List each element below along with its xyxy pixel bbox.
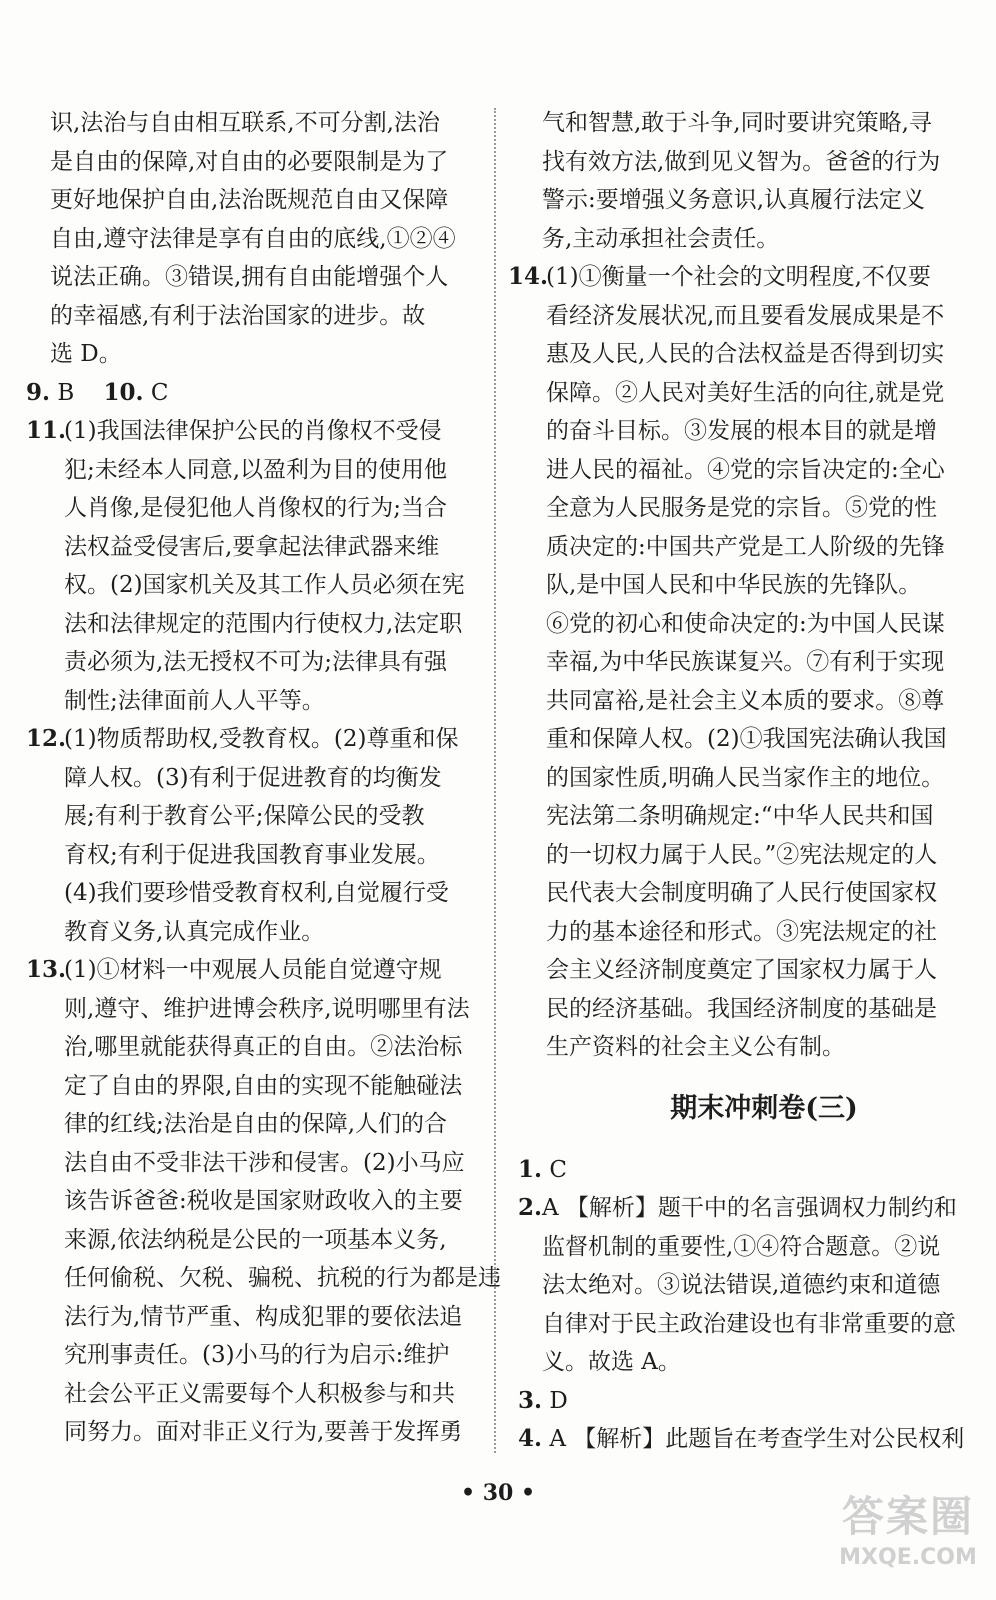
text-line: 气和智慧,敢于斗争,同时要讲究策略,寻 <box>542 110 932 136</box>
text-line: 的国家性质,明确人民当家作主的地位。 <box>546 764 945 791</box>
text-line: 识,法治与自由相互联系,不可分割,法治 <box>50 110 440 136</box>
q8-continued <box>26 104 478 374</box>
text-line: 制性;法律面前人人平等。 <box>64 687 325 714</box>
text-line: 来源,依法纳税是公民的一项基本义务, <box>64 1226 447 1253</box>
text-line: 是自由的保障,对自由的必要限制是为了 <box>50 148 449 175</box>
section-title: 期末冲刺卷(三) <box>670 1092 858 1124</box>
text-line: 说法正确。③错误,拥有自由能增强个人 <box>50 264 449 290</box>
text-line: 警示:要增强义务意识,认真履行法定义 <box>542 187 926 213</box>
text-line: 更好地保护自由,法治既规范自由又保障 <box>50 187 449 213</box>
question-number: 2. <box>518 1194 543 1221</box>
text-line: 的幸福感,有利于法治国家的进步。故 <box>50 302 426 329</box>
text-line: 会主义经济制度奠定了国家权力属于人 <box>546 957 937 983</box>
watermark-mark: 答案圈 <box>841 1492 974 1541</box>
question-number: 10. <box>103 378 144 406</box>
question-11 <box>26 412 478 720</box>
column-divider <box>494 108 496 1453</box>
text-line: 该告诉爸爸:税收是国家财政收入的主要 <box>64 1188 463 1214</box>
text-line: 的奋斗目标。③发展的根本目的就是增 <box>546 418 937 444</box>
text-line: (4)我们要珍惜受教育权利,自觉履行受 <box>64 880 449 906</box>
question-number: 3. <box>518 1386 543 1414</box>
text-line: 定了自由的界限,自由的实现不能触碰法 <box>64 1072 463 1099</box>
answer-choice: D <box>549 1387 568 1414</box>
text-line: (1)我国法律保护公民的肖像权不受侵 <box>64 418 442 444</box>
question-14 <box>508 258 970 1067</box>
text-line: 社会公平正义需要每个人积极参与和共 <box>64 1380 455 1407</box>
text-line: 选 D。 <box>50 341 122 367</box>
watermark-logo <box>838 1490 978 1586</box>
text-line: 法和法律规定的范围内行使权力,法定职 <box>64 610 463 637</box>
text-line: 监督机制的重要性,①④符合题意。②说 <box>542 1233 941 1260</box>
text-line: 务,主动承担社会责任。 <box>542 225 780 252</box>
text-line: 权。(2)国家机关及其工作人员必须在宪 <box>64 572 465 598</box>
text-line: (1)①材料一中观展人员能自觉遵守规 <box>64 957 442 983</box>
text-line: 宪法第二条明确规定:“中华人民共和国 <box>546 803 934 829</box>
question-number: 13. <box>26 956 67 983</box>
question-number: 11. <box>26 417 67 444</box>
text-line: (1)①衡量一个社会的文明程度,不仅要 <box>546 264 931 290</box>
text-line: 法太绝对。③说法错误,道德约束和道德 <box>542 1272 941 1298</box>
question-13 <box>26 951 501 1452</box>
text-line: 自律对于民主政治建设也有非常重要的意 <box>542 1310 956 1337</box>
text-line: 民代表大会制度明确了人民行使国家权 <box>546 880 937 906</box>
text-line: 保障。②人民对美好生活的向往,就是党 <box>546 379 945 406</box>
text-line: 育权;有利于促进我国教育事业发展。 <box>64 841 440 868</box>
text-line: 质决定的:中国共产党是工人阶级的先锋 <box>546 533 945 560</box>
text-line: 障人权。(3)有利于促进教育的均衡发 <box>64 764 442 791</box>
text-line: 教育义务,认真完成作业。 <box>64 918 325 945</box>
answer-choice: B <box>57 379 75 406</box>
text-line: 责必须为,法无授权不可为;法律具有强 <box>64 649 448 675</box>
text-line: 究刑事责任。(3)小马的行为启示:维护 <box>64 1342 450 1368</box>
text-line: 法权益受侵害后,要拿起法律武器来维 <box>64 533 440 560</box>
text-line: 人肖像,是侵犯他人肖像权的行为;当合 <box>64 495 448 521</box>
watermark-url: MXQE.COM <box>839 1545 977 1570</box>
text-line: 任何偷税、欠税、骗税、抗税的行为都是违 <box>64 1265 501 1291</box>
question-number: 1. <box>518 1155 543 1183</box>
text-line: 生产资料的社会主义公有制。 <box>546 1034 845 1060</box>
text-line: 惠及人民,人民的合法权益是否得到切实 <box>546 341 945 367</box>
text-line: 全意为人民服务是党的宗旨。⑤党的性 <box>546 495 937 521</box>
text-line: 进人民的福祉。④党的宗旨决定的:全心 <box>546 456 945 483</box>
text-line: 看经济发展状况,而且要看发展成果是不 <box>546 302 945 329</box>
text-line: 同努力。面对非正义行为,要善于发挥勇 <box>64 1419 463 1445</box>
question-number: 14. <box>508 263 549 290</box>
text-line: 重和保障人权。(2)①我国宪法确认我国 <box>546 726 947 752</box>
text-line: A 【解析】题干中的名言强调权力制约和 <box>542 1195 957 1221</box>
text-line: 治,哪里就能获得真正的自由。②法治标 <box>64 1034 463 1060</box>
text-line: 队,是中国人民和中华民族的先锋队。 <box>546 572 922 598</box>
answer-choice: C <box>549 1156 567 1183</box>
text-line: 找有效方法,做到见义智为。爸爸的行为 <box>542 148 941 175</box>
answers-9-10 <box>26 374 478 413</box>
answer-1 <box>518 1151 970 1190</box>
text-line: 自由,遵守法律是享有自由的底线,①②④ <box>50 225 456 252</box>
text-line: 义。故选 A。 <box>542 1349 681 1375</box>
q13-continued <box>518 104 970 258</box>
left-column <box>26 104 501 1452</box>
question-12 <box>26 720 478 951</box>
text-line: 共同富裕,是社会主义本质的要求。⑧尊 <box>546 687 945 714</box>
answer-2 <box>518 1189 970 1382</box>
text-line: A 【解析】此题旨在考查学生对公民权利 <box>549 1426 965 1452</box>
question-number: 9. <box>26 378 51 406</box>
answer-4 <box>518 1420 970 1459</box>
question-number: 12. <box>26 725 67 752</box>
question-number: 4. <box>518 1425 543 1452</box>
text-line: 律的红线;法治是自由的保障,人们的合 <box>64 1111 448 1137</box>
text-line: 幸福,为中华民族谋复兴。⑦有利于实现 <box>546 649 945 675</box>
answer-choice: C <box>150 379 169 406</box>
right-column <box>508 104 970 1459</box>
answer-3 <box>518 1382 970 1421</box>
text-line: 则,遵守、维护进博会秩序,说明哪里有法 <box>64 995 470 1022</box>
page-number: • 30 • <box>460 1480 536 1506</box>
text-line: 犯;未经本人同意,以盈利为目的使用他 <box>64 456 448 483</box>
text-line: 法自由不受非法干涉和侵害。(2)小马应 <box>64 1149 465 1176</box>
text-line: 法行为,情节严重、构成犯罪的要依法追 <box>64 1303 463 1330</box>
text-line: (1)物质帮助权,受教育权。(2)尊重和保 <box>64 726 459 752</box>
text-line: ⑥党的初心和使命决定的:为中国人民谋 <box>546 610 945 637</box>
text-line: 力的基本途径和形式。③宪法规定的社 <box>546 918 937 945</box>
text-line: 展;有利于教育公平;保障公民的受教 <box>64 803 425 829</box>
text-line: 的一切权力属于人民。”②宪法规定的人 <box>546 841 938 868</box>
text-line: 民的经济基础。我国经济制度的基础是 <box>546 995 937 1022</box>
